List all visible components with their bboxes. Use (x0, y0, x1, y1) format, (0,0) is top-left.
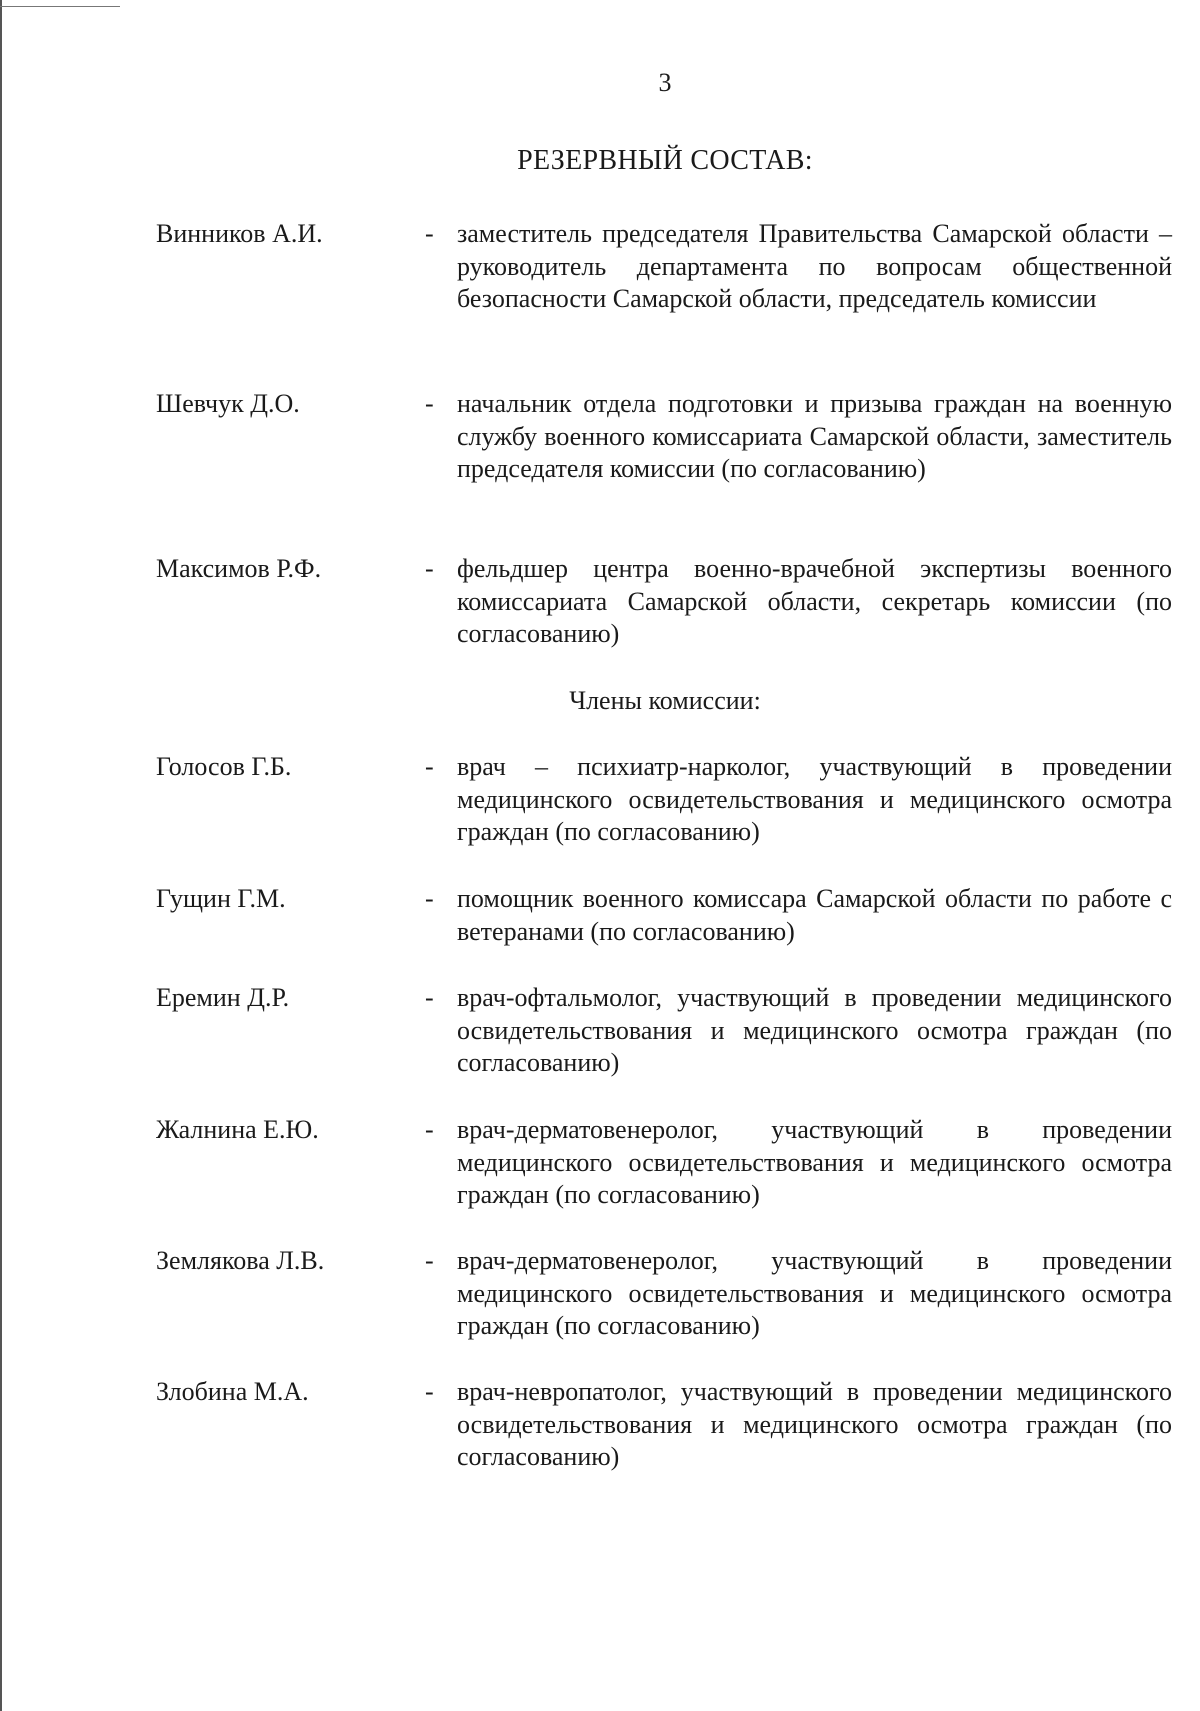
person-role: помощник военного комиссара Самарской области по работе с ветеранами (по согласованию) (457, 884, 1172, 946)
person-role: фельдшер центра военно-врачебной экспертизы военного комиссариата Самарской области, секретарь комиссии (по согласованию) (457, 554, 1172, 648)
person-role: начальник отдела подготовки и призыва граждан на военную службу военного комиссариата Самарской области, заместитель председателя комиссии (по согласованию) (457, 389, 1172, 483)
person-name: Голосов Г.Б. (156, 752, 292, 781)
dash-separator: - (425, 1377, 434, 1406)
dash-separator: - (425, 983, 434, 1012)
person-role: врач-невропатолог, участвующий в проведении медицинского освидетельствования и медицинского осмотра граждан (по согласованию) (457, 1377, 1172, 1471)
dash-separator: - (425, 884, 434, 913)
person-role: врач-дерматовенеролог, участвующий в проведении медицинского освидетельствования и медицинского осмотра граждан (по согласованию) (457, 1246, 1172, 1340)
scan-edge-line (0, 0, 2, 1711)
dash-separator: - (425, 1115, 434, 1144)
scan-top-mark (0, 6, 120, 7)
person-role: врач-офтальмолог, участвующий в проведении медицинского освидетельствования и медицинского осмотра граждан (по согласованию) (457, 983, 1172, 1077)
person-role: врач-дерматовенеролог, участвующий в проведении медицинского освидетельствования и медицинского осмотра граждан (по согласованию) (457, 1115, 1172, 1209)
person-name: Злобина М.А. (156, 1377, 309, 1406)
dash-separator: - (425, 554, 434, 583)
dash-separator: - (425, 752, 434, 781)
dash-separator: - (425, 1246, 434, 1275)
person-name: Землякова Л.В. (156, 1246, 325, 1275)
person-name: Гущин Г.М. (156, 884, 286, 913)
person-name: Еремин Д.Р. (156, 983, 290, 1012)
dash-separator: - (425, 219, 434, 248)
dash-separator: - (425, 389, 434, 418)
person-name: Максимов Р.Ф. (156, 554, 322, 583)
person-name: Жалнина Е.Ю. (156, 1115, 319, 1144)
page-number: 3 (658, 68, 672, 97)
members-heading: Члены комиссии: (569, 686, 761, 715)
person-role: врач – психиатр-нарколог, участвующий в проведении медицинского освидетельствования и медицинского осмотра граждан (по согласованию) (457, 752, 1172, 846)
person-name: Шевчук Д.О. (156, 389, 300, 418)
person-name: Винников А.И. (156, 219, 323, 248)
person-role: заместитель председателя Правительства Самарской области – руководитель департамента по вопросам общественной безопасности Самарской области, председатель комиссии (457, 219, 1172, 313)
section-title: РЕЗЕРВНЫЙ СОСТАВ: (517, 145, 813, 176)
